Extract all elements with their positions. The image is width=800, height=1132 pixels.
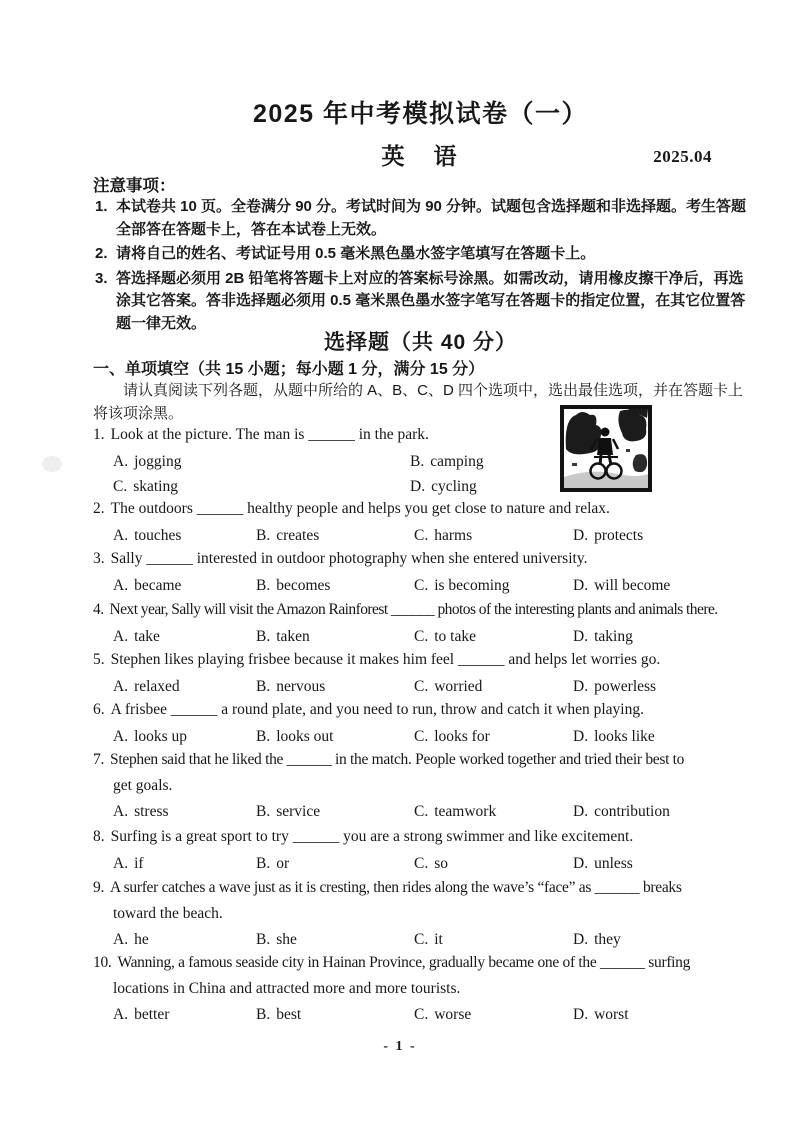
options-row: [93, 799, 755, 824]
option-c: [414, 724, 573, 749]
question-line: [93, 875, 755, 901]
option-label: D.: [573, 677, 589, 695]
question-line: [93, 950, 755, 976]
options-row: [93, 1002, 755, 1027]
option-text: take: [134, 627, 160, 645]
option-label: D.: [573, 1006, 589, 1023]
option-c: [414, 851, 573, 876]
option-text: best: [276, 1006, 302, 1023]
option-c: [414, 1002, 573, 1027]
question-line: [93, 422, 755, 448]
option-c: [414, 624, 573, 649]
option-label: B.: [410, 452, 425, 470]
options-row: [93, 573, 755, 598]
options-row: [93, 927, 755, 952]
option-label: C.: [414, 803, 429, 820]
notice-item-1: [93, 196, 748, 241]
part-instruction: 请认真阅读下列各题，从题中所给的 A、B、C、D 四个选项中，选出最佳选项，并在答题卡上将该项涂黑。: [93, 382, 744, 422]
option-label: B.: [256, 576, 271, 594]
question-text: Surfing is a great sport to try ______ you are a strong swimmer and like excitement.: [110, 828, 634, 845]
option-b: [256, 674, 414, 699]
question-line: [93, 546, 755, 572]
exam-date: 2025.04: [653, 147, 712, 166]
option-a: [113, 523, 256, 548]
option-label: C.: [414, 727, 429, 745]
options-row: [93, 724, 755, 749]
option-label: B.: [256, 1006, 271, 1023]
option-label: A.: [113, 576, 129, 594]
option-label: C.: [113, 477, 128, 495]
option-label: D.: [410, 477, 426, 495]
option-b: [256, 624, 414, 649]
option-d: [573, 523, 755, 548]
option-label: C.: [414, 677, 429, 695]
option-a: [113, 799, 256, 824]
question-number: 6.: [93, 701, 105, 718]
options-row: [93, 624, 755, 649]
options-row: [93, 449, 583, 499]
option-d: [573, 927, 755, 952]
option-a: [113, 724, 256, 749]
notice-item-3: [93, 268, 748, 336]
scan-artifact: [42, 456, 62, 472]
option-a: [113, 851, 256, 876]
option-b: [256, 573, 414, 598]
option-b: [256, 523, 414, 548]
option-label: B.: [256, 627, 271, 645]
question-1: [93, 422, 755, 499]
option-text: will become: [594, 576, 671, 594]
question-line-continued: toward the beach.: [113, 904, 223, 922]
option-label: C.: [414, 931, 429, 948]
option-text: camping: [430, 452, 484, 470]
option-b: [256, 1002, 414, 1027]
question-line: [93, 597, 755, 623]
question-text: Stephen likes playing frisbee because it makes him feel ______ and helps let worries go.: [110, 651, 661, 668]
section-title: 选择题（共 40 分）: [323, 331, 518, 354]
option-label: A.: [113, 526, 129, 544]
option-a: [113, 449, 410, 474]
option-text: or: [276, 854, 290, 872]
option-label: A.: [113, 627, 129, 645]
subject-row: [93, 138, 748, 172]
option-text: she: [276, 931, 297, 948]
option-text: worse: [434, 1006, 472, 1023]
option-text: relaxed: [134, 677, 180, 695]
option-label: C.: [414, 1006, 429, 1023]
question-line-continued: locations in China and attracted more and more tourists.: [113, 979, 461, 997]
question-4: [93, 597, 755, 649]
notice-item-2: [93, 243, 748, 266]
option-label: A.: [113, 1006, 129, 1023]
question-line: [93, 496, 755, 522]
option-label: A.: [113, 854, 129, 872]
question-number: 1.: [93, 426, 105, 443]
question-line: [93, 747, 755, 773]
option-label: B.: [256, 854, 271, 872]
question-9: [93, 875, 755, 952]
question-text: Next year, Sally will visit the Amazon Rainforest ______ photos of the interesting plants and animals there.: [109, 601, 718, 618]
page-title: 2025 年中考模拟试卷（一）: [252, 100, 589, 128]
page-number: - 1 -: [383, 1039, 417, 1054]
option-c: [414, 523, 573, 548]
notice-item-number: 2.: [95, 245, 108, 262]
option-d: [573, 724, 755, 749]
option-text: taking: [594, 627, 633, 645]
question-3: [93, 546, 755, 598]
option-b: [256, 851, 414, 876]
option-label: B.: [256, 526, 271, 544]
option-c: [414, 799, 573, 824]
option-a: [113, 1002, 256, 1027]
option-text: unless: [594, 854, 633, 872]
option-d: [573, 624, 755, 649]
option-d: [573, 573, 755, 598]
question-line: [93, 824, 755, 850]
option-b: [256, 927, 414, 952]
option-text: looks like: [594, 727, 655, 745]
question-text: A frisbee ______ a round plate, and you need to run, throw and catch it when playing.: [110, 701, 644, 718]
option-c: [414, 573, 573, 598]
option-label: B.: [256, 727, 271, 745]
option-label: D.: [573, 526, 589, 544]
option-label: A.: [113, 677, 129, 695]
options-row: [93, 523, 755, 548]
option-text: looks out: [276, 727, 334, 745]
option-label: D.: [573, 627, 589, 645]
option-c: [414, 927, 573, 952]
option-d: [573, 674, 755, 699]
part-title: 一、单项填空（共 15 小题；每小题 1 分，满分 15 分）: [93, 361, 485, 378]
option-label: A.: [113, 803, 129, 820]
option-text: teamwork: [434, 803, 497, 820]
notice-list: [93, 196, 748, 337]
option-text: creates: [276, 526, 320, 544]
question-text: Stephen said that he liked the ______ in the match. People worked together and tried their best to: [110, 751, 685, 768]
question-8: [93, 824, 755, 876]
option-d: [573, 1002, 755, 1027]
option-text: stress: [134, 803, 169, 820]
question-text: Sally ______ interested in outdoor photography when she entered university.: [110, 550, 588, 567]
question-line-continued: get goals.: [113, 776, 173, 794]
option-a: [113, 674, 256, 699]
option-label: D.: [573, 931, 589, 948]
option-label: C.: [414, 526, 429, 544]
park-cycling-photo: [560, 405, 652, 492]
option-a: [113, 573, 256, 598]
option-text: they: [594, 931, 621, 948]
option-d: [573, 851, 755, 876]
question-line: [93, 647, 755, 673]
notice-item-number: 1.: [95, 198, 108, 215]
option-text: protects: [594, 526, 644, 544]
question-6: [93, 697, 755, 749]
option-text: harms: [434, 526, 473, 544]
option-label: B.: [256, 677, 271, 695]
question-number: 7.: [93, 751, 105, 768]
subject-title: 英 语: [381, 143, 460, 169]
question-number: 4.: [93, 601, 104, 618]
question-number: 5.: [93, 651, 105, 668]
option-text: cycling: [431, 477, 477, 495]
question-text: The outdoors ______ healthy people and helps you get close to nature and relax.: [110, 500, 610, 517]
option-label: A.: [113, 727, 129, 745]
option-text: looks for: [434, 727, 490, 745]
question-number: 3.: [93, 550, 105, 567]
option-text: he: [134, 931, 149, 948]
option-text: service: [276, 803, 321, 820]
option-text: to take: [434, 627, 476, 645]
option-text: looks up: [134, 727, 188, 745]
option-d: [410, 474, 583, 499]
question-line: [93, 697, 755, 723]
option-label: A.: [113, 452, 129, 470]
option-text: it: [434, 931, 443, 948]
option-label: C.: [414, 627, 429, 645]
option-a: [113, 927, 256, 952]
option-b: [256, 799, 414, 824]
question-5: [93, 647, 755, 699]
option-text: worried: [434, 677, 483, 695]
option-label: A.: [113, 931, 129, 948]
question-7: [93, 747, 755, 824]
option-text: better: [134, 1006, 170, 1023]
question-number: 9.: [93, 879, 105, 896]
question-number: 8.: [93, 828, 105, 845]
question-10: [93, 950, 755, 1027]
question-text: Wanning, a famous seaside city in Hainan Province, gradually became one of the ______ surfing: [117, 954, 691, 971]
option-c: [113, 474, 410, 499]
option-label: C.: [414, 576, 429, 594]
option-text: so: [434, 854, 449, 872]
option-b: [256, 724, 414, 749]
option-label: D.: [573, 803, 589, 820]
options-row: [93, 851, 755, 876]
options-row: [93, 674, 755, 699]
option-d: [573, 799, 755, 824]
option-text: if: [134, 854, 144, 872]
option-label: D.: [573, 576, 589, 594]
notice-item-number: 3.: [95, 269, 108, 287]
option-text: powerless: [594, 677, 657, 695]
question-text: A surfer catches a wave just as it is cresting, then rides along the wave’s “face” as ______ breaks: [110, 879, 682, 896]
option-b: [410, 449, 583, 474]
option-label: B.: [256, 803, 271, 820]
option-text: contribution: [594, 803, 670, 820]
option-text: touches: [134, 526, 182, 544]
option-text: worst: [594, 1006, 629, 1023]
option-text: became: [134, 576, 182, 594]
question-2: [93, 496, 755, 548]
option-text: becomes: [276, 576, 331, 594]
option-a: [113, 624, 256, 649]
question-number: 2.: [93, 500, 105, 517]
notice-item-text: 答选择题必须用 2B 铅笔将答题卡上对应的答案标号涂黑。如需改动，请用橡皮擦干净后，再选涂其它答案。答非选择题必须用 0.5 毫米黑色墨水签字笔写在答题卡的指定位置，在其它位置答题一律无效。: [116, 269, 746, 332]
option-label: D.: [573, 854, 589, 872]
notice-item-text: 本试卷共 10 页。全卷满分 90 分。考试时间为 90 分钟。试题包含选择题和非选择题。考生答题全部答在答题卡上，答在本试卷上无效。: [116, 198, 747, 238]
option-label: D.: [573, 727, 589, 745]
option-text: skating: [133, 477, 178, 495]
option-c: [414, 674, 573, 699]
option-label: C.: [414, 854, 429, 872]
option-label: B.: [256, 931, 271, 948]
notice-item-text: 请将自己的姓名、考试证号用 0.5 毫米黑色墨水签字笔填写在答题卡上。: [116, 245, 596, 262]
question-text: Look at the picture. The man is ______ in the park.: [110, 426, 429, 443]
question-number: 10.: [93, 954, 112, 971]
option-text: nervous: [276, 677, 326, 695]
option-text: taken: [276, 627, 310, 645]
option-text: is becoming: [434, 576, 510, 594]
option-text: jogging: [134, 452, 182, 470]
notice-heading: 注意事项：: [93, 177, 176, 195]
